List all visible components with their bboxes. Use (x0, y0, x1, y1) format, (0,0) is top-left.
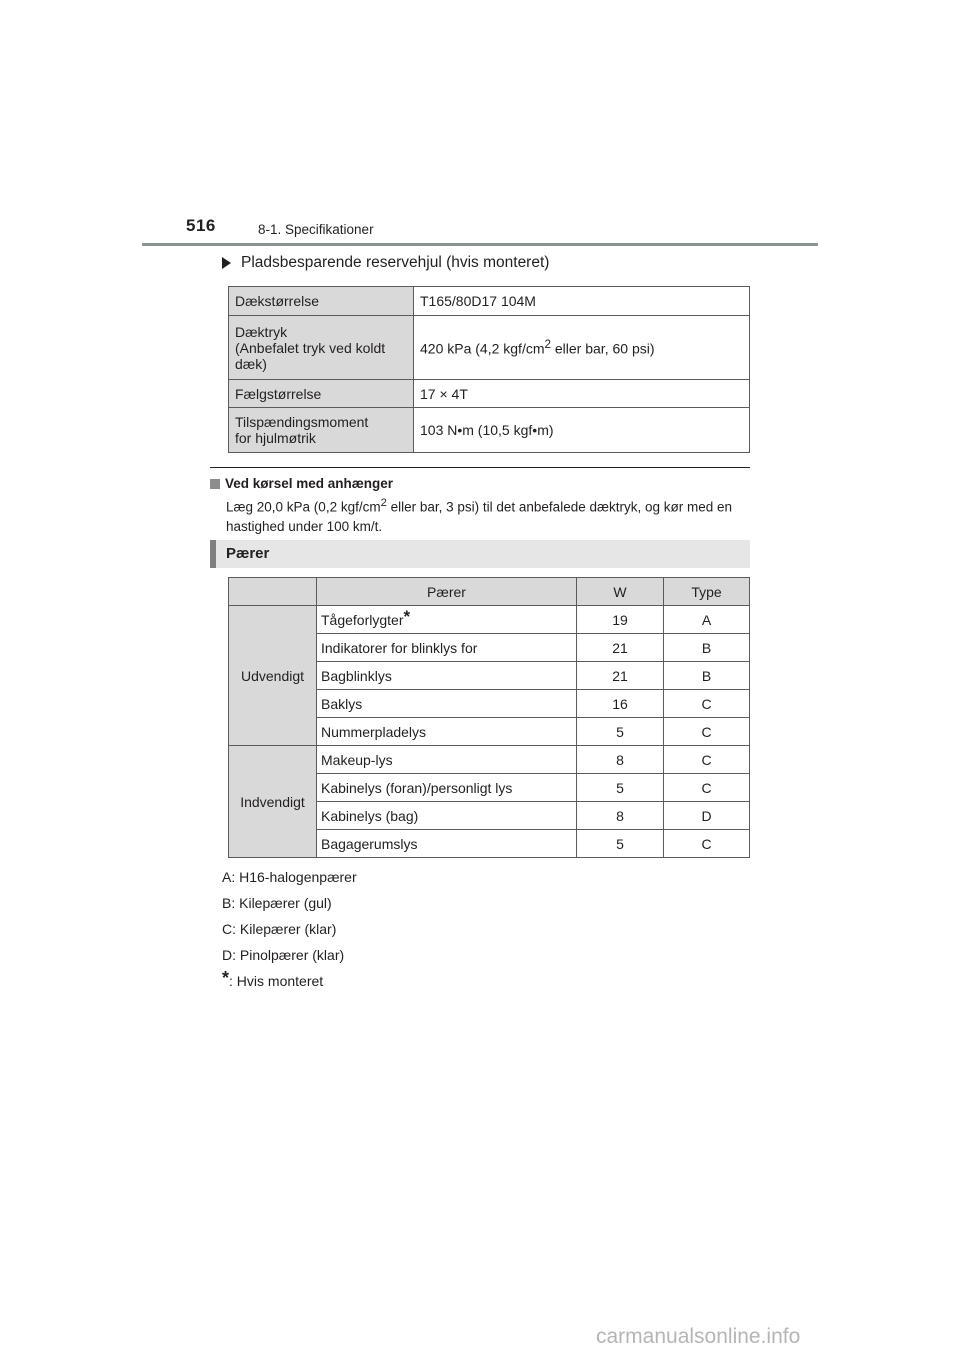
spec-label: Dækstørrelse (229, 287, 414, 316)
spec-value: 103 N•m (10,5 kgf•m) (414, 408, 750, 453)
spare-wheel-spec-table (228, 286, 750, 453)
bulb-wattage: 19 (577, 606, 664, 634)
spec-label-line: dæk) (235, 355, 267, 372)
bulbs-section-heading (210, 540, 750, 568)
triangle-bullet-icon (222, 257, 231, 269)
bulb-name: Nummerpladelys (317, 718, 577, 746)
bulb-name: Kabinelys (foran)/personligt lys (317, 774, 577, 802)
bulb-wattage: 5 (577, 830, 664, 858)
bulb-type: C (664, 718, 750, 746)
bulb-wattage: 21 (577, 634, 664, 662)
group-label: Indvendigt (229, 746, 317, 858)
bulb-wattage: 8 (577, 746, 664, 774)
legend-item: A: H16-halogenpærer (222, 869, 357, 885)
watermark: carmanualsonline.info (596, 1325, 801, 1348)
column-header: W (577, 578, 664, 606)
bulb-type: C (664, 774, 750, 802)
bulb-type: B (664, 634, 750, 662)
spec-label-line: Dæktryk (235, 323, 288, 340)
trailer-note-title: Ved kørsel med anhænger (225, 476, 394, 491)
spec-value: 17 × 4T (414, 380, 750, 408)
header-divider (142, 243, 818, 246)
trailer-note-text (226, 494, 751, 536)
superscript: 2 (544, 338, 551, 352)
footnote-text: : Hvis monteret (229, 973, 324, 989)
table-header-row (229, 578, 750, 606)
bulb-name: Indikatorer for blinklys for (317, 634, 577, 662)
bulb-name: Bagblinklys (317, 662, 577, 690)
legend-item: D: Pinolpærer (klar) (222, 947, 345, 963)
spec-value: T165/80D17 104M (414, 287, 750, 316)
spec-label-line: for hjulmøtrik (235, 430, 316, 446)
trailer-note-heading (210, 476, 393, 491)
section-title: Pladsbesparende reservehjul (hvis monteret) (241, 254, 550, 271)
chapter-title: 8-1. Specifikationer (258, 222, 374, 237)
legend-item: B: Kilepærer (gul) (222, 895, 332, 911)
footnote-star: * (403, 606, 411, 626)
bulb-type: C (664, 690, 750, 718)
bulb-type: C (664, 830, 750, 858)
group-label: Udvendigt (229, 606, 317, 746)
bulb-wattage: 5 (577, 718, 664, 746)
bulb-name: Baklys (317, 690, 577, 718)
bulb-type: C (664, 746, 750, 774)
column-header: Pærer (317, 578, 577, 606)
bulb-type: A (664, 606, 750, 634)
spec-value (414, 316, 750, 380)
bulbs-heading-label: Pærer (226, 545, 270, 562)
column-header: Type (664, 578, 750, 606)
spec-label-line: (Anbefalet tryk ved koldt (235, 339, 386, 356)
spec-label: Fælgstørrelse (229, 380, 414, 408)
spec-value-text: 420 kPa (4,2 kgf/cm (420, 340, 545, 357)
bulb-wattage: 16 (577, 690, 664, 718)
square-bullet-icon (210, 479, 220, 489)
table-row (229, 316, 750, 380)
spec-value-text: eller bar, 60 psi) (551, 340, 655, 357)
legend-item: C: Kilepærer (klar) (222, 921, 337, 937)
bulbs-table (228, 577, 750, 858)
bulb-type: B (664, 662, 750, 690)
spec-label (229, 408, 414, 453)
superscript: 2 (380, 497, 387, 509)
note-text: Læg 20,0 kPa (0,2 kgf/cm (226, 499, 381, 515)
page-number: 516 (186, 216, 216, 235)
spec-label-line: Tilspændingsmoment (235, 414, 369, 430)
note-text: eller bar, 3 psi) til det anbefalede dæktryk, og kør med en hastighed under 100 km/t. (226, 499, 733, 534)
bulb-wattage: 21 (577, 662, 664, 690)
note-divider (210, 467, 750, 468)
table-row (229, 380, 750, 408)
bulb-name: Makeup-lys (317, 746, 577, 774)
bulb-name-text: Tågeforlygter (321, 611, 404, 628)
table-row (229, 746, 750, 774)
bulb-type-legend (222, 867, 357, 997)
table-row (229, 408, 750, 453)
table-row (229, 287, 750, 316)
bulb-name: Bagagerumslys (317, 830, 577, 858)
bulb-wattage: 8 (577, 802, 664, 830)
section-heading (222, 254, 549, 272)
spec-label (229, 316, 414, 380)
bulb-name (317, 606, 577, 634)
footnote (222, 968, 357, 997)
table-row (229, 606, 750, 634)
column-header (229, 578, 317, 606)
bulb-type: D (664, 802, 750, 830)
bulb-wattage: 5 (577, 774, 664, 802)
footnote-star: * (222, 968, 230, 988)
bulb-name: Kabinelys (bag) (317, 802, 577, 830)
